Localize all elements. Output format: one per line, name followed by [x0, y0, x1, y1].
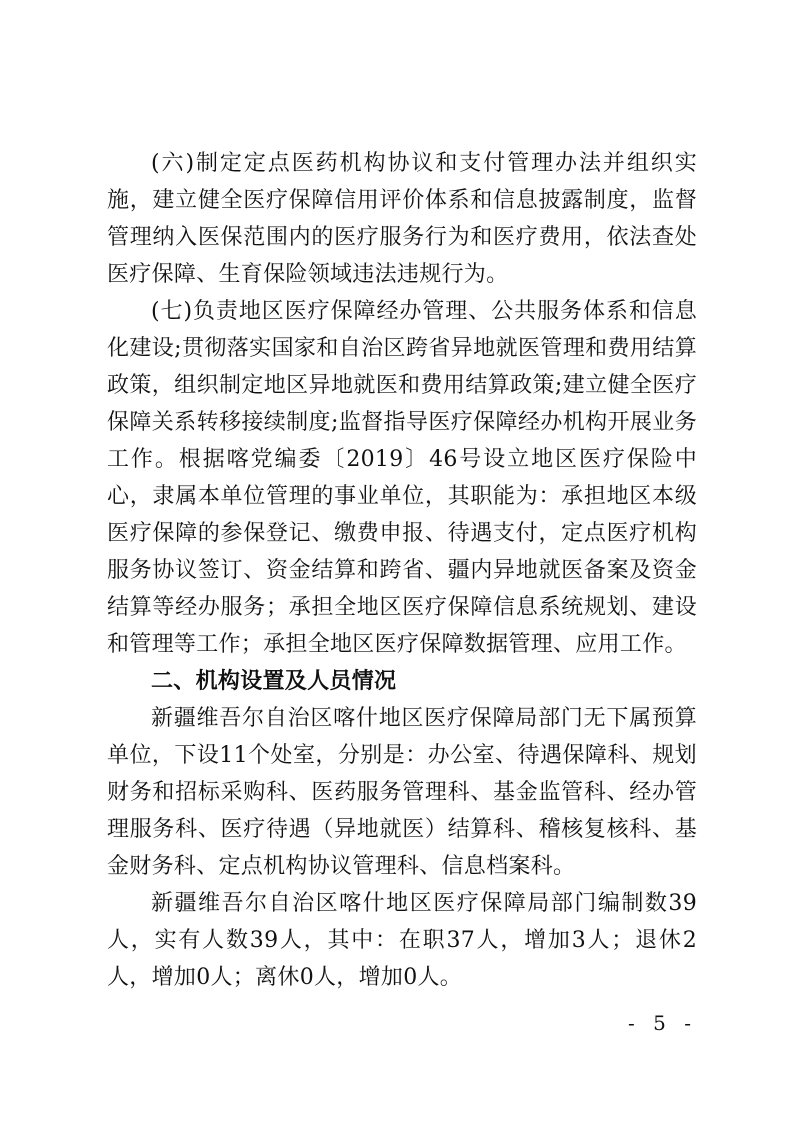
- paragraph-item-6: (六)制定定点医药机构协议和支付管理办法并组织实施，建立健全医疗保障信用评价体系和信息披露制度，监督管理纳入医保范围内的医疗服务行为和医疗费用，依法查处医疗保障、生育保险领域违法违规行为。: [107, 151, 697, 287]
- section-heading: 二、机构设置及人员情况: [151, 669, 397, 694]
- paragraph-departments: 新疆维吾尔自治区喀什地区医疗保障局部门无下属预算单位，下设11个处室，分别是：办公室、待遇保障科、规划财务和招标采购科、医药服务管理科、基金监管科、经办管理服务科、医疗待遇（异地就医）结算科、稽核复核科、基金财务科、定点机构协议管理科、信息档案科。: [107, 706, 697, 879]
- paragraph-staffing: 新疆维吾尔自治区喀什地区医疗保障局部门编制数39人，实有人数39人，其中：在职37人，增加3人；退休2人，增加0人；离休0人，增加0人。: [107, 891, 697, 990]
- page-number: - 5 -: [628, 1011, 697, 1035]
- paragraph-item-7: (七)负责地区医疗保障经办管理、公共服务体系和信息化建设;贯彻落实国家和自治区跨省异地就医管理和费用结算政策，组织制定地区异地就医和费用结算政策;建立健全医疗保障关系转移接续制度;监督指导医疗保障经办机构开展业务工作。根据喀党编委〔2019〕46号设立地区医疗保险中心，隶属本单位管理的事业单位，其职能为：承担地区本级医疗保障的参保登记、缴费申报、待遇支付，定点医疗机构服务协议签订、资金结算和跨省、疆内异地就医备案及资金结算等经办服务；承担全地区医疗保障信息系统规划、建设和管理等工作；承担全地区医疗保障数据管理、应用工作。: [107, 299, 697, 657]
- document-body: [107, 145, 697, 996]
